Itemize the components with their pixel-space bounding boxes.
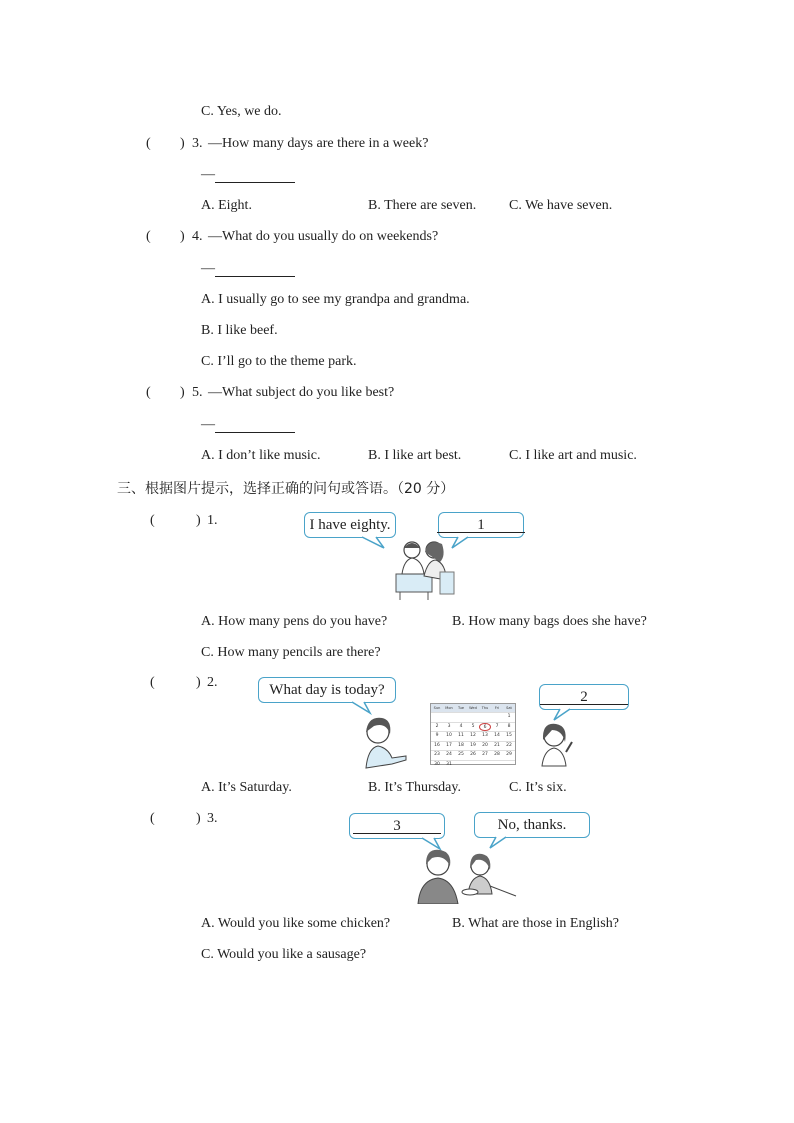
calendar-day-cell	[503, 761, 515, 770]
calendar-day-cell	[455, 761, 467, 770]
calendar-week-row	[431, 741, 515, 751]
calendar-day-cell: 19	[470, 742, 476, 748]
calendar-day-cell	[467, 713, 479, 722]
calendar-day-cell: 24	[446, 752, 452, 757]
speech-bubble-right: 1	[438, 512, 524, 538]
calendar-day-cell	[467, 761, 479, 770]
calendar-day-cell: 18	[458, 742, 464, 748]
calendar-day-cell	[431, 713, 443, 722]
calendar-day-cell: 12	[470, 733, 476, 738]
calendar-day-cell: 30	[434, 761, 440, 767]
speech-bubble-tail	[360, 536, 390, 550]
calendar-day-cell: 6	[479, 723, 491, 732]
calendar-day-cell: 8	[507, 723, 511, 729]
option-c-prev: C. Yes, we do.	[201, 104, 282, 119]
calendar-day-cell	[491, 713, 503, 722]
calendar-week-row	[431, 750, 515, 760]
option-a: A. I usually go to see my grandpa and grandma.	[201, 292, 470, 307]
calendar-day-cell: 15	[506, 733, 512, 738]
calendar-week-row	[431, 731, 515, 741]
option-c: C. I like art and music.	[509, 448, 637, 463]
girl-waving-illustration	[536, 718, 576, 768]
calendar-day-cell: 22	[506, 742, 512, 748]
calendar-day-cell: 7	[495, 723, 499, 729]
calendar-day-cell: 26	[470, 752, 476, 757]
calendar-day-cell: 14	[494, 733, 500, 738]
calendar-day-cell	[479, 713, 491, 722]
option-b: B. How many bags does she have?	[452, 614, 647, 629]
answer-paren-close: )	[196, 513, 201, 528]
question-number: 4.	[192, 229, 203, 244]
calendar-day-cell: 27	[482, 752, 488, 757]
calendar-day-cell: 3	[447, 723, 451, 729]
answer-line: —	[201, 260, 295, 277]
option-c: C. How many pencils are there?	[201, 645, 381, 660]
calendar-day-cell: 16	[434, 742, 440, 748]
calendar-day-cell: 11	[458, 733, 464, 738]
question-number: 3.	[192, 136, 203, 151]
calendar-day-cell: 29	[506, 752, 512, 757]
calendar-header-cell: Wed	[469, 706, 477, 710]
speech-bubble-left: What day is today?	[258, 677, 396, 703]
speech-bubble-left: 3	[349, 813, 445, 839]
calendar-day-cell: 21	[494, 742, 500, 748]
question-number: 2.	[207, 675, 218, 690]
calendar-day-cell: 13	[482, 733, 488, 738]
answer-paren-close: )	[196, 811, 201, 826]
calendar-header-row	[431, 704, 515, 712]
section-title: 三、根据图片提示，选择正确的问句或答语。（20 分）	[117, 481, 455, 497]
question-text: —What subject do you like best?	[208, 385, 395, 400]
calendar-day-cell	[479, 761, 491, 770]
speech-bubble-right: 2	[539, 684, 629, 710]
calendar-day-cell: 31	[446, 761, 452, 767]
calendar-day-cell: 17	[446, 742, 452, 748]
calendar-week-row	[431, 712, 515, 722]
calendar-day-cell	[455, 713, 467, 722]
question-number: 3.	[207, 811, 218, 826]
option-b: B. I like art best.	[368, 448, 462, 463]
calendar-day-cell: 9	[435, 733, 439, 738]
option-a: A. Would you like some chicken?	[201, 916, 391, 931]
calendar-day-cell: 25	[458, 752, 464, 757]
answer-paren-open: (	[146, 229, 151, 244]
calendar-header-cell: Thu	[481, 706, 489, 710]
calendar-grid	[431, 704, 515, 769]
answer-paren-open: (	[150, 811, 155, 826]
children-desk-illustration	[390, 536, 460, 602]
question-text: —What do you usually do on weekends?	[208, 229, 439, 244]
answer-paren-open: (	[150, 675, 155, 690]
calendar-day-cell: 20	[482, 742, 488, 748]
calendar-day-cell: 23	[434, 752, 440, 757]
mother-daughter-dining-illustration	[410, 846, 520, 904]
option-a: A. I don’t like music.	[201, 448, 321, 463]
calendar-header-cell: Sat	[506, 706, 512, 710]
option-c: C. Would you like a sausage?	[201, 947, 367, 962]
calendar-day-cell	[491, 761, 503, 770]
question-number: 5.	[192, 385, 203, 400]
answer-paren-open: (	[146, 385, 151, 400]
calendar-day-cell: 2	[435, 723, 439, 729]
option-b: B. It’s Thursday.	[368, 780, 461, 795]
answer-paren-close: )	[180, 136, 185, 151]
calendar-day-cell: 10	[446, 733, 452, 738]
option-b: B. What are those in English?	[452, 916, 619, 931]
answer-paren-close: )	[180, 229, 185, 244]
calendar-header-cell: Sun	[433, 706, 441, 710]
question-text: —How many days are there in a week?	[208, 136, 429, 151]
answer-paren-close: )	[196, 675, 201, 690]
option-a: A. Eight.	[201, 198, 252, 213]
calendar-week-row	[431, 722, 515, 732]
option-c: C. I’ll go to the theme park.	[201, 354, 357, 369]
calendar	[430, 703, 516, 765]
calendar-day-cell: 4	[459, 723, 463, 729]
answer-line: —	[201, 166, 295, 183]
option-a: A. It’s Saturday.	[201, 780, 292, 795]
calendar-header-cell: Fri	[494, 706, 500, 710]
option-c: C. It’s six.	[509, 780, 567, 795]
question-number: 1.	[207, 513, 218, 528]
option-c: C. We have seven.	[509, 198, 613, 213]
option-b: B. I like beef.	[201, 323, 278, 338]
calendar-day-cell: 5	[471, 723, 475, 729]
girl-pointing-illustration	[358, 712, 410, 772]
calendar-header-cell: Mon	[445, 706, 453, 710]
speech-bubble-right: No, thanks.	[474, 812, 590, 838]
answer-paren-open: (	[150, 513, 155, 528]
answer-line: —	[201, 416, 295, 433]
calendar-week-row	[431, 760, 515, 770]
calendar-day-cell: 1	[507, 714, 511, 719]
calendar-header-cell: Tue	[458, 706, 464, 710]
option-b: B. There are seven.	[368, 198, 477, 213]
calendar-day-cell: 28	[494, 752, 500, 757]
speech-bubble-left: I have eighty.	[304, 512, 396, 538]
calendar-day-cell	[443, 713, 455, 722]
answer-paren-open: (	[146, 136, 151, 151]
answer-paren-close: )	[180, 385, 185, 400]
option-a: A. How many pens do you have?	[201, 614, 388, 629]
